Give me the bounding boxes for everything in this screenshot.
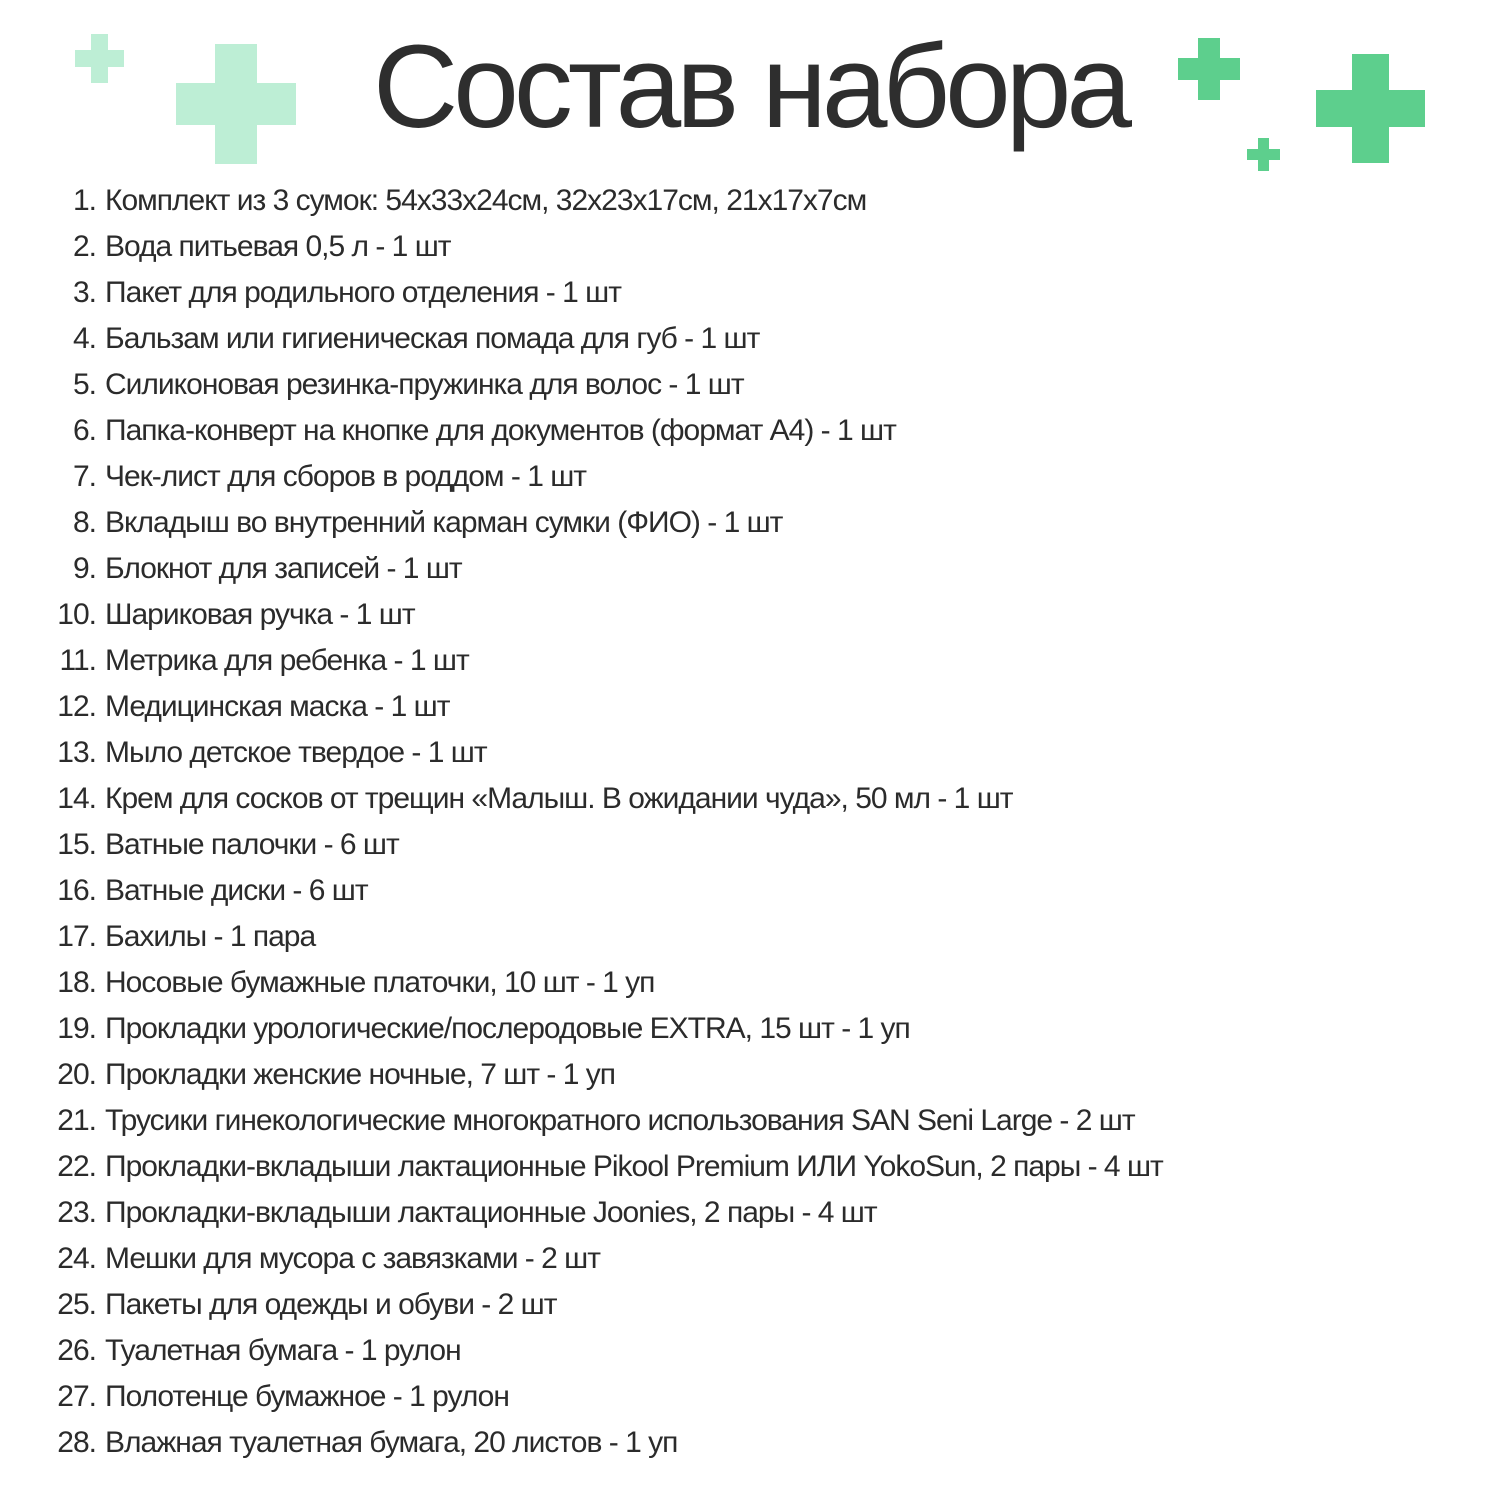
page-title: Состав набора: [373, 21, 1127, 153]
list-item-number: 15.: [57, 828, 96, 861]
list-item-text: Вода питьевая 0,5 л - 1 шт: [105, 230, 451, 263]
list-item-number: 10.: [57, 598, 96, 631]
list-item-number: 4.: [72, 322, 96, 355]
list-item-number: 24.: [57, 1242, 96, 1275]
list-item-text: Крем для сосков от трещин «Малыш. В ожидании чуда», 50 мл - 1 шт: [105, 782, 1013, 815]
list-item-text: Ватные палочки - 6 шт: [105, 828, 399, 861]
list-item-number: 6.: [72, 414, 96, 447]
list-item-number: 12.: [57, 690, 96, 723]
list-item-number: 3.: [72, 276, 96, 309]
list-item-text: Туалетная бумага - 1 рулон: [105, 1334, 461, 1367]
list-item-text: Медицинская маска - 1 шт: [105, 690, 450, 723]
list-item-text: Влажная туалетная бумага, 20 листов - 1 уп: [105, 1426, 678, 1459]
list-item-number: 5.: [72, 368, 96, 401]
list-item-text: Прокладки-вкладыши лактационные Joonies, 2 пары - 4 шт: [105, 1196, 877, 1229]
list-item-number: 17.: [57, 920, 96, 953]
list-item-text: Мешки для мусора с завязками - 2 шт: [105, 1242, 600, 1275]
list-item-number: 13.: [57, 736, 96, 769]
list-item-number: 14.: [57, 782, 96, 815]
list-item-text: Бальзам или гигиеническая помада для губ - 1 шт: [105, 322, 760, 355]
list-item-text: Папка-конверт на кнопке для документов (формат А4) - 1 шт: [105, 414, 896, 447]
list-item-text: Трусики гинекологические многократного использования SAN Seni Large - 2 шт: [105, 1104, 1135, 1137]
list-item-text: Прокладки урологические/послеродовые EXTRA, 15 шт - 1 уп: [105, 1012, 910, 1045]
list-item-text: Прокладки-вкладыши лактационные Pikool Premium ИЛИ YokoSun, 2 пары - 4 шт: [105, 1150, 1163, 1183]
list-item-text: Полотенце бумажное - 1 рулон: [105, 1380, 509, 1413]
list-item-text: Комплект из 3 сумок: 54x33x24см, 32x23x17см, 21x17x7см: [105, 184, 867, 217]
list-item-number: 1.: [72, 184, 96, 217]
list-item-number: 26.: [57, 1334, 96, 1367]
list-item-number: 21.: [57, 1104, 96, 1137]
list-item-number: 8.: [72, 506, 96, 539]
list-item-text: Пакет для родильного отделения - 1 шт: [105, 276, 621, 309]
list-item-text: Прокладки женские ночные, 7 шт - 1 уп: [105, 1058, 615, 1091]
list-item-number: 28.: [57, 1426, 96, 1459]
list-item-text: Бахилы - 1 пара: [105, 920, 316, 953]
list-item-text: Пакеты для одежды и обуви - 2 шт: [105, 1288, 557, 1321]
list-item-number: 22.: [57, 1150, 96, 1183]
list-item-number: 2.: [72, 230, 96, 263]
list-item-number: 20.: [57, 1058, 96, 1091]
list-item-text: Метрика для ребенка - 1 шт: [105, 644, 469, 677]
list-item-text: Силиконовая резинка-пружинка для волос - 1 шт: [105, 368, 744, 401]
list-item-text: Вкладыш во внутренний карман сумки (ФИО) - 1 шт: [105, 506, 783, 539]
list-item-text: Чек-лист для сборов в роддом - 1 шт: [105, 460, 587, 493]
list-item-text: Блокнот для записей - 1 шт: [105, 552, 462, 585]
list-item-text: Носовые бумажные платочки, 10 шт - 1 уп: [105, 966, 655, 999]
list-item-number: 7.: [72, 460, 96, 493]
list-item-number: 18.: [57, 966, 96, 999]
list-item-number: 11.: [59, 644, 96, 677]
list-item-number: 23.: [57, 1196, 96, 1229]
list-item-number: 25.: [57, 1288, 96, 1321]
list-item-number: 16.: [57, 874, 96, 907]
list-item-number: 9.: [72, 552, 96, 585]
list-item-text: Мыло детское твердое - 1 шт: [105, 736, 487, 769]
list-item-text: Шариковая ручка - 1 шт: [105, 598, 415, 631]
list-item-number: 27.: [57, 1380, 96, 1413]
list-item-number: 19.: [57, 1012, 96, 1045]
list-item-text: Ватные диски - 6 шт: [105, 874, 368, 907]
